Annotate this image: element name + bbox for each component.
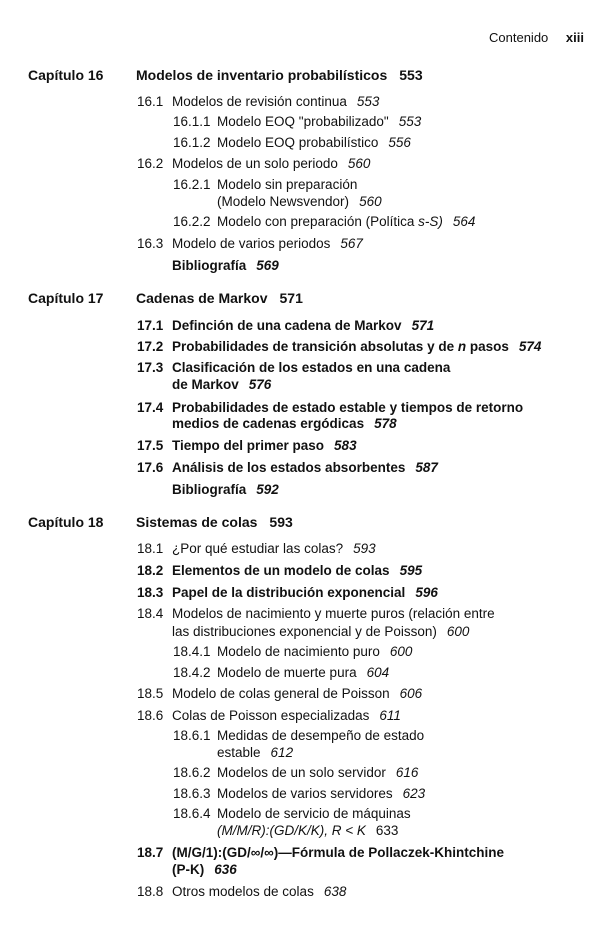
entry-page: 611: [379, 708, 401, 723]
entry-title: Modelo sin preparación: [217, 177, 358, 192]
toc-entry: [137, 400, 523, 415]
entry-title-line2: de Markov: [172, 377, 239, 392]
entry-page: 592: [256, 482, 279, 497]
entry-continuation: [172, 377, 271, 392]
entry-number: 17.6: [137, 460, 164, 475]
entry-title-line2: medios de cadenas ergódicas: [172, 416, 365, 431]
entry-page: 553: [398, 114, 422, 129]
running-header: [489, 30, 584, 45]
chapter-page: 553: [399, 67, 423, 83]
entry-title: Elementos de un modelo de colas: [172, 563, 390, 578]
entry-page: 578: [374, 416, 397, 431]
header-context: Contenido: [489, 30, 549, 45]
entry-title: Modelos de un solo periodo: [172, 156, 338, 171]
entry-page: 636: [214, 862, 237, 877]
header-page-number: xiii: [565, 30, 584, 45]
chapter-18-heading: [28, 514, 293, 530]
toc-entry: [137, 236, 363, 251]
entry-number: 16.1.1: [173, 114, 211, 129]
entry-title: Modelo con preparación (Política: [217, 214, 415, 229]
entry-number: 18.7: [137, 845, 164, 860]
bibliography-entry: [172, 258, 279, 273]
entry-title: Análisis de los estados absorbentes: [172, 460, 406, 475]
chapter-label: Capítulo 17: [28, 290, 104, 306]
entry-title: Modelo de servicio de máquinas: [217, 806, 411, 821]
entry-title-line2: estable: [217, 745, 261, 760]
entry-page: 596: [415, 585, 438, 600]
entry-page: 560: [347, 156, 371, 171]
entry-number: 18.3: [137, 585, 164, 600]
toc-subentry: [173, 728, 424, 743]
toc-entry: [137, 884, 346, 899]
entry-title: ¿Por qué estudiar las colas?: [172, 541, 344, 556]
entry-title: Modelo de varios periodos: [172, 236, 331, 251]
entry-page: 556: [388, 135, 411, 150]
entry-title-end: pasos: [469, 339, 509, 354]
entry-page: 576: [248, 377, 272, 392]
entry-page: 623: [402, 786, 426, 801]
entry-page: 583: [334, 438, 357, 453]
entry-page: 612: [270, 745, 294, 760]
entry-number: 16.3: [137, 236, 164, 251]
entry-page: 571: [411, 318, 435, 333]
entry-title-italic: s-S): [418, 214, 443, 229]
entry-number: 18.6.4: [173, 806, 211, 821]
toc-subentry: [173, 214, 475, 229]
toc-entry: [137, 339, 541, 354]
entry-continuation: [217, 823, 398, 838]
entry-title: Modelo EOQ "probabilizado": [217, 114, 389, 129]
chapter-page: 593: [269, 514, 293, 530]
entry-number: 18.4.1: [173, 644, 211, 659]
entry-page: 595: [399, 563, 423, 578]
entry-number: 17.1: [137, 318, 164, 333]
entry-number: 18.1: [137, 541, 164, 556]
entry-title: Modelo de nacimiento puro: [217, 644, 380, 659]
chapter-title: Sistemas de colas: [136, 514, 258, 530]
entry-continuation: [217, 745, 293, 760]
chapter-label: Capítulo 18: [28, 514, 104, 530]
toc-entry: [137, 438, 357, 453]
toc-entry: [137, 606, 495, 621]
entry-number: 17.4: [137, 400, 164, 415]
entry-number: 17.3: [137, 360, 164, 375]
entry-page: 633: [375, 823, 399, 838]
entry-title: Modelo de muerte pura: [217, 665, 357, 680]
entry-page: 600: [446, 624, 470, 639]
entry-title: Probabilidades de estado estable y tiempos de retorno: [172, 400, 524, 415]
entry-number: 16.1: [137, 94, 164, 109]
entry-title: Modelos de un solo servidor: [217, 765, 386, 780]
chapter-16-heading: [28, 67, 423, 83]
toc-subentry: [173, 644, 412, 659]
entry-page: 616: [395, 765, 419, 780]
entry-page: 604: [366, 665, 390, 680]
entry-number: 16.2.2: [173, 214, 211, 229]
toc-entry: [137, 360, 450, 375]
entry-title: Bibliografía: [172, 258, 247, 273]
toc-entry: [137, 94, 379, 109]
entry-title-line2: (P-K): [172, 862, 205, 877]
entry-title: Colas de Poisson especializadas: [172, 708, 370, 723]
chapter-17-heading: [28, 290, 303, 306]
toc-entry: [137, 156, 370, 171]
toc-entry: [137, 708, 401, 723]
entry-title: Modelo de colas general de Poisson: [172, 686, 390, 701]
entry-title: Tiempo del primer paso: [172, 438, 325, 453]
entry-continuation: [172, 416, 397, 431]
entry-number: 17.2: [137, 339, 164, 354]
entry-title-line2: las distribuciones exponencial y de Poisson): [172, 624, 437, 639]
entry-page: 600: [389, 644, 413, 659]
entry-page: 593: [353, 541, 376, 556]
toc-subentry: [173, 806, 411, 821]
toc-entry: [137, 686, 422, 701]
entry-title: Clasificación de los estados en una cadena: [172, 360, 451, 375]
entry-continuation: [217, 194, 382, 209]
toc-entry: [137, 541, 376, 556]
toc-entry: [137, 585, 438, 600]
toc-subentry: [173, 765, 418, 780]
entry-title: Modelos de varios servidores: [217, 786, 393, 801]
entry-title-line2: (Modelo Newsvendor): [217, 194, 350, 209]
chapter-label: Capítulo 16: [28, 67, 104, 83]
toc-subentry: [173, 665, 389, 680]
entry-continuation: [172, 862, 237, 877]
entry-page: 553: [356, 94, 380, 109]
entry-title: Otros modelos de colas: [172, 884, 314, 899]
toc-subentry: [173, 114, 421, 129]
entry-page: 564: [452, 214, 476, 229]
toc-subentry: [173, 177, 357, 192]
entry-title: Bibliografía: [172, 482, 247, 497]
toc-entry: [137, 460, 438, 475]
entry-page: 638: [323, 884, 347, 899]
entry-title: Probabilidades de transición absolutas y de: [172, 339, 455, 354]
entry-title: Modelos de nacimiento y muerte puros (relación entre: [172, 606, 495, 621]
entry-number: 16.2.1: [173, 177, 211, 192]
entry-number: 18.6.2: [173, 765, 211, 780]
toc-entry: [137, 845, 504, 860]
entry-title: (M/G/1):(GD/∞/∞)—Fórmula de Pollaczek-Khintchine: [172, 845, 505, 860]
entry-number: 18.6.3: [173, 786, 211, 801]
entry-number: 18.6: [137, 708, 164, 723]
entry-number: 16.1.2: [173, 135, 211, 150]
toc-subentry: [173, 786, 425, 801]
entry-number: 18.5: [137, 686, 164, 701]
entry-page: 560: [359, 194, 382, 209]
entry-page: 574: [518, 339, 542, 354]
entry-number: 18.6.1: [173, 728, 211, 743]
toc-entry: [137, 318, 434, 333]
entry-number: 17.5: [137, 438, 164, 453]
entry-page: 569: [256, 258, 279, 273]
entry-continuation: [172, 624, 469, 639]
entry-title: Modelo EOQ probabilístico: [217, 135, 379, 150]
entry-page: 606: [399, 686, 423, 701]
entry-title-line2: (M/M/R):(GD/K/K), R < K: [217, 823, 366, 838]
entry-title: Modelos de revisión continua: [172, 94, 347, 109]
chapter-title: Modelos de inventario probabilísticos: [136, 67, 388, 83]
entry-title: Definción de una cadena de Markov: [172, 318, 402, 333]
entry-title-italic: n: [457, 339, 467, 354]
entry-title: Papel de la distribución exponencial: [172, 585, 406, 600]
entry-number: 16.2: [137, 156, 164, 171]
toc-entry: [137, 563, 422, 578]
entry-number: 18.4.2: [173, 665, 211, 680]
entry-page: 567: [340, 236, 363, 251]
bibliography-entry: [172, 482, 279, 497]
entry-number: 18.4: [137, 606, 164, 621]
toc-subentry: [173, 135, 411, 150]
chapter-page: 571: [279, 290, 303, 306]
entry-number: 18.2: [137, 563, 164, 578]
entry-page: 587: [415, 460, 438, 475]
entry-title: Medidas de desempeño de estado: [217, 728, 425, 743]
chapter-title: Cadenas de Markov: [136, 290, 268, 306]
entry-number: 18.8: [137, 884, 164, 899]
